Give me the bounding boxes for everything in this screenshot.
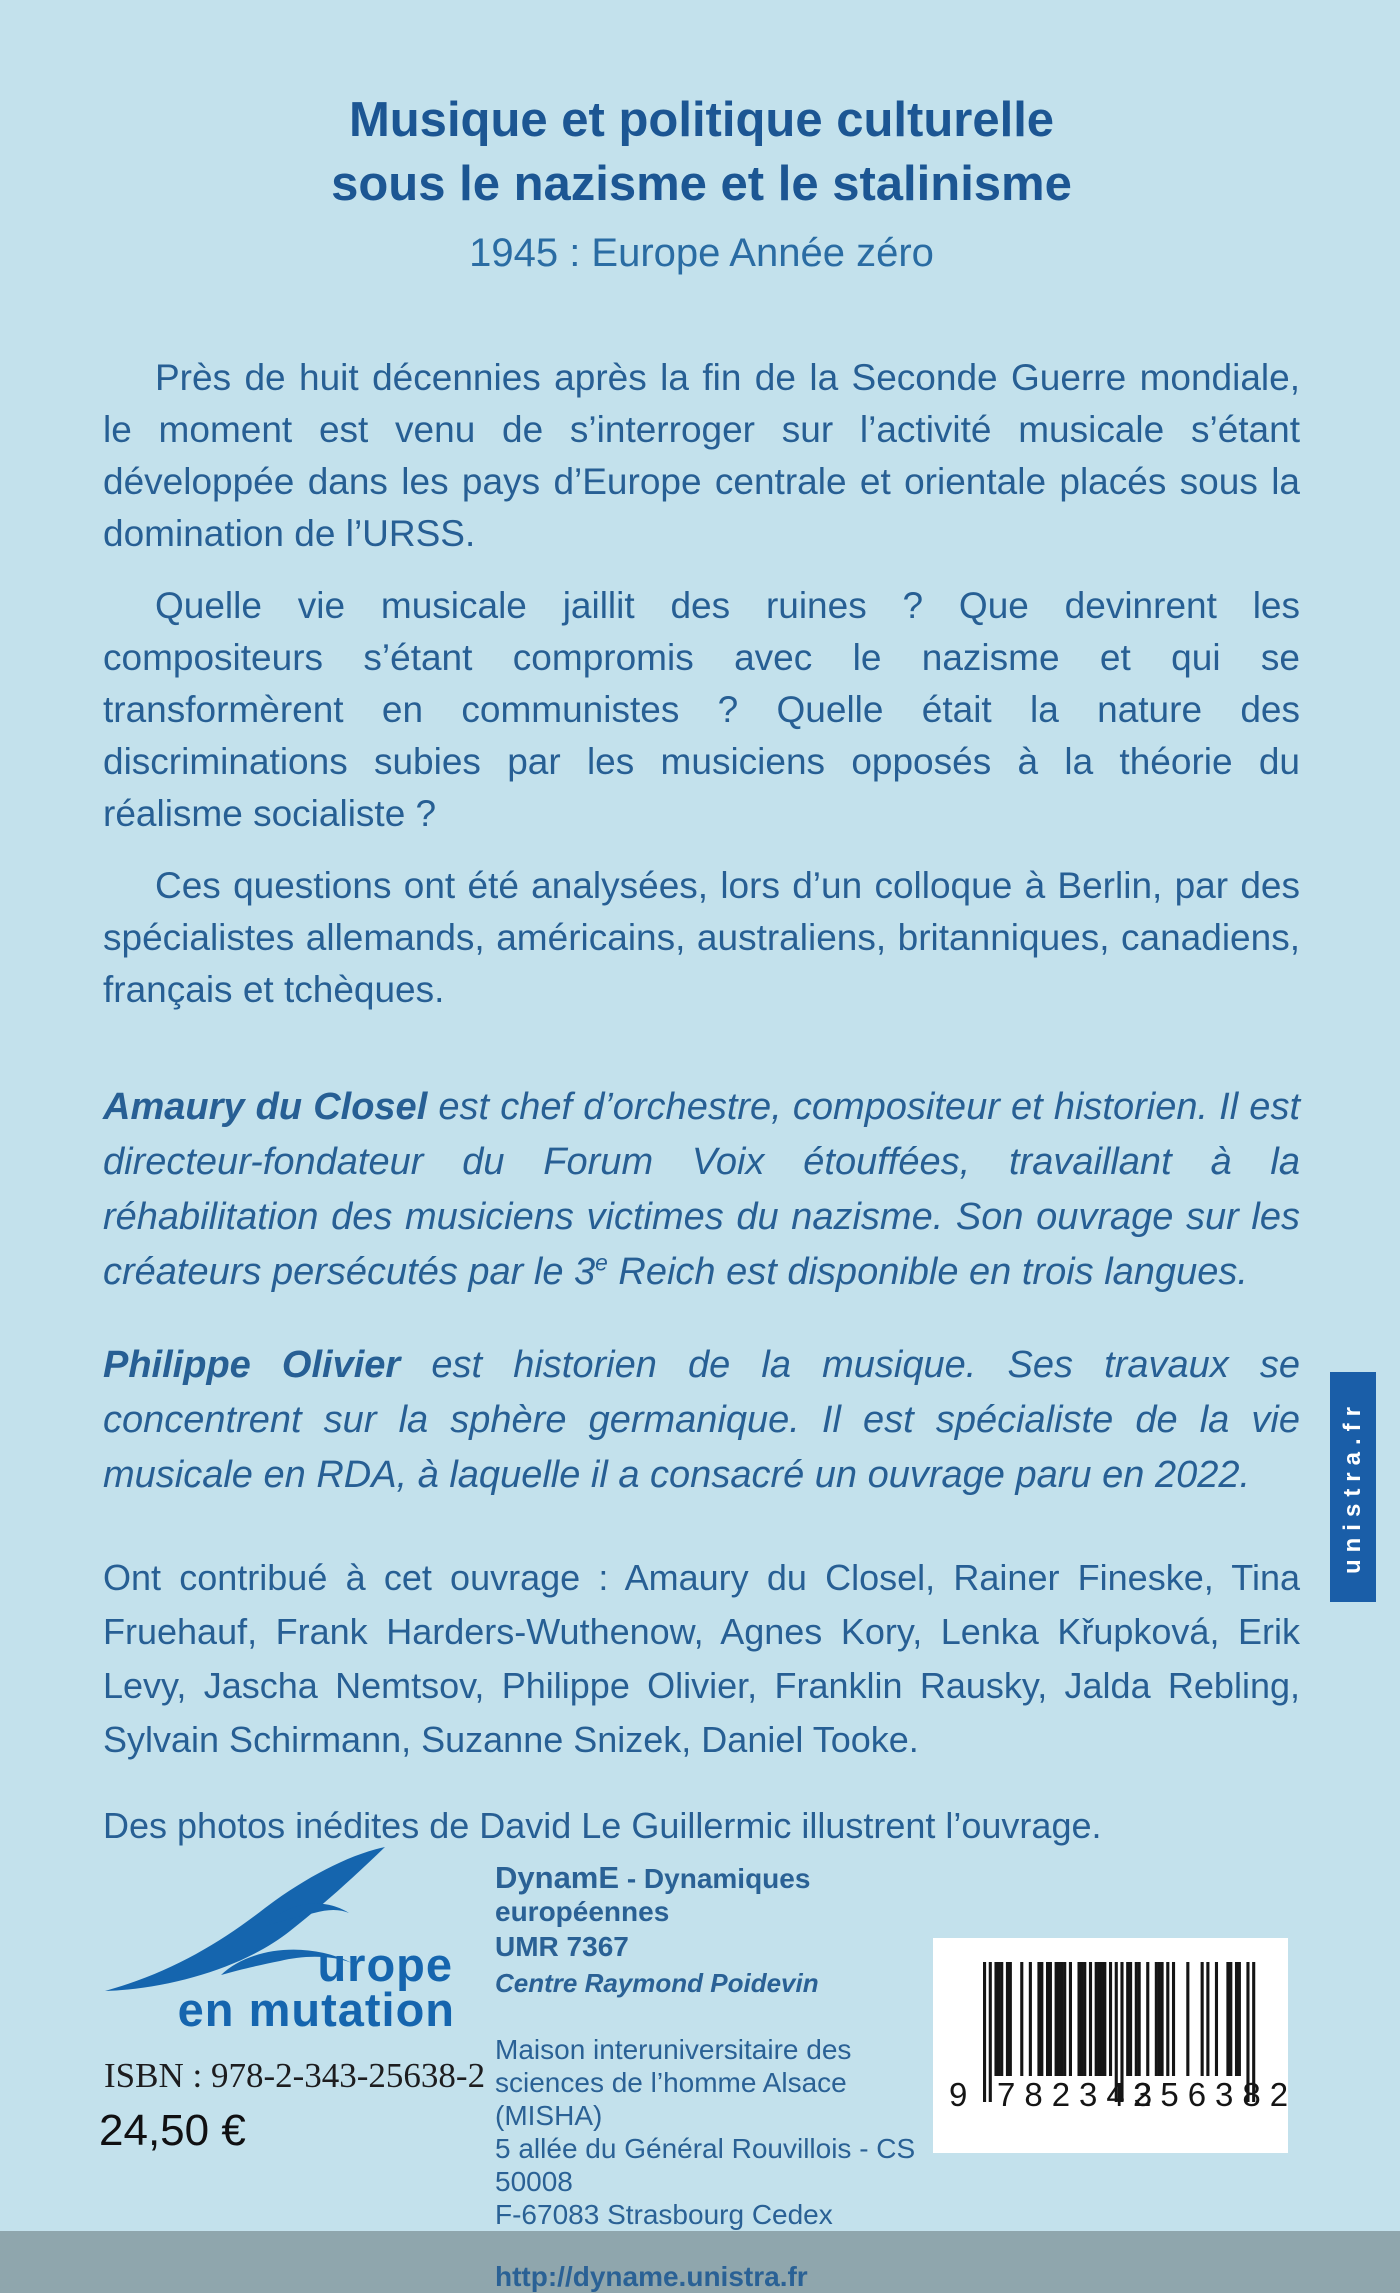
lab-address-line: sciences de l’homme Alsace (MISHA): [495, 2067, 847, 2131]
lab-umr: UMR 7367: [495, 1931, 629, 1962]
author-name: Philippe Olivier: [103, 1344, 401, 1386]
book-title-line1: Musique et politique culturelle: [348, 93, 1055, 147]
barcode-digit-first: 9: [949, 2076, 968, 2113]
logo-text-urope: urope: [317, 1938, 453, 1991]
synopsis-paragraph-1: Près de huit décennies après la fin de la Seconde Guerre mondiale, le moment est venu de s’interroger sur l’activité musicale s’étant développée dans les pays d’Europe centrale et orientale placés sous la domination de l’URSS.: [103, 357, 1300, 554]
price: 24,50 €: [99, 2106, 246, 2155]
lab-name-line: DynamE - Dynamiques européennes: [495, 1860, 811, 1927]
barcode-digits-right: 256382: [1133, 2076, 1298, 2113]
contributors-list: Ont contribué à cet ouvrage : Amaury du Closel, Rainer Fineske, Tina Fruehauf, Frank Harders-Wuthenow, Agnes Kory, Lenka Křupková, Erik Levy, Jascha Nemtsov, Philippe Olivier, Franklin Rausky, Jalda Rebling, Sylvain Schirmann, Suzanne Snizek, Daniel Tooke.: [103, 1557, 1300, 1760]
author-name: Amaury du Closel: [103, 1086, 428, 1128]
synopsis-paragraph-3: Ces questions ont été analysées, lors d’un colloque à Berlin, par des spécialistes allemands, américains, australiens, britanniques, canadiens, français et tchèques.: [103, 865, 1300, 1010]
lab-address: [495, 2033, 925, 2231]
author-bios: [103, 1080, 1300, 1503]
lab-address-line: Maison interuniversitaire des: [495, 2034, 852, 2065]
cover-text-column: [103, 88, 1300, 1849]
lab-name: DynamE: [495, 1860, 620, 1895]
barcode-panel: [933, 1938, 1298, 2153]
logo-text-en-mutation: en mutation: [177, 1983, 455, 2036]
barcode-digits-left: 782343: [997, 2076, 1162, 2113]
author-bio-closel: Amaury du Closel est chef d’orchestre, compositeur et historien. Il est directeur-fondateur du Forum Voix étouffées, travaillant à la réhabilitation des musiciens victimes du nazisme. Son ouvrage sur les créateurs persécutés par le 3e Reich est disponible en trois langues.: [103, 1086, 1300, 1293]
lab-address-line: 5 allée du Général Rouvillois - CS 50008: [495, 2133, 916, 2197]
synopsis: [103, 352, 1300, 1016]
lab-address-line: F-67083 Strasbourg Cedex: [495, 2199, 833, 2230]
book-title: [103, 88, 1300, 216]
unistra-vertical-band: [1330, 1372, 1376, 1602]
author-bio-olivier: Philippe Olivier est historien de la musique. Ses travaux se concentrent sur la sphère germanique. Il est spécialiste de la vie musicale en RDA, à laquelle il a consacré un ouvrage paru en 2022.: [103, 1344, 1301, 1496]
europe-en-mutation-logo: [100, 1843, 455, 2036]
isbn-number: ISBN : 978-2-343-25638-2: [104, 2056, 486, 2095]
publisher-lab-block: [495, 1860, 925, 2293]
unistra-band-label: unistra.fr: [1339, 1399, 1366, 1574]
lab-centre: Centre Raymond Poidevin: [495, 1968, 819, 1998]
photos-note: Des photos inédites de David Le Guillermic illustrent l’ouvrage.: [103, 1805, 1102, 1846]
book-title-line2: sous le nazisme et le stalinisme: [331, 157, 1072, 211]
book-subtitle: 1945 : Europe Année zéro: [469, 231, 934, 275]
lab-website-url: http://dyname.unistra.fr: [495, 2261, 808, 2292]
synopsis-paragraph-2: Quelle vie musicale jaillit des ruines ? Que devinrent les compositeurs s’étant compromis avec le nazisme et qui se transformèrent en communistes ? Quelle était la nature des discriminations subies par les musiciens opposés à la théorie du réalisme socialiste ?: [103, 585, 1300, 834]
